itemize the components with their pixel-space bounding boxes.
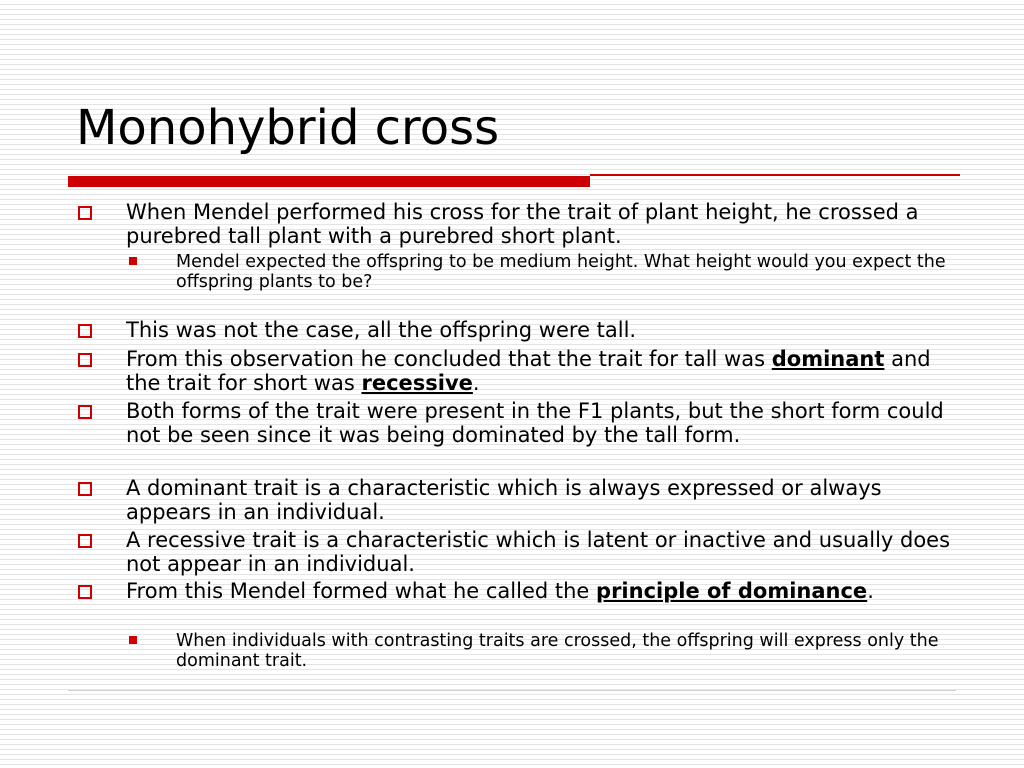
bullet-item-4 bbox=[126, 399, 956, 447]
bullet-text-after: . bbox=[867, 579, 874, 603]
bullet-text: When Mendel performed his cross for the trait of plant height, he crossed a purebred tall plant with a purebred short plant. bbox=[126, 200, 919, 248]
filled-square-bullet-icon bbox=[129, 636, 137, 644]
bullet-text-middle: and the trait for short was bbox=[126, 347, 931, 395]
bullet-text: A recessive trait is a characteristic which is latent or inactive and usually does not appear in an individual. bbox=[126, 528, 951, 576]
subbullet-text: Mendel expected the offspring to be medium height. What height would you expect the offspring plants to be? bbox=[176, 252, 946, 292]
title-rule-thick-segment bbox=[68, 176, 590, 187]
bullet-text: Both forms of the trait were present in the F1 plants, but the short form could not be seen since it was being dominated by the tall form. bbox=[126, 399, 944, 447]
bullet-item-6 bbox=[126, 528, 956, 576]
bullet-item-1 bbox=[126, 200, 956, 248]
bullet-text-before: From this Mendel formed what he called the bbox=[126, 579, 590, 603]
term-principle-of-dominance: principle of dominance bbox=[596, 579, 868, 603]
subbullet-text: When individuals with contrasting traits are crossed, the offspring will express only the dominant trait. bbox=[176, 631, 939, 671]
slide-title: Monohybrid cross bbox=[76, 100, 500, 156]
filled-square-bullet-icon bbox=[129, 257, 137, 265]
hollow-square-bullet-icon bbox=[78, 206, 92, 220]
title-rule-thin-segment bbox=[590, 174, 960, 176]
hollow-square-bullet-icon bbox=[78, 353, 92, 367]
hollow-square-bullet-icon bbox=[78, 324, 92, 338]
term-recessive: recessive bbox=[361, 371, 473, 395]
bullet-item-5 bbox=[126, 476, 956, 524]
hollow-square-bullet-icon bbox=[78, 585, 92, 599]
footer-divider bbox=[68, 690, 956, 691]
bullet-text: A dominant trait is a characteristic which is always expressed or always appears in an individual. bbox=[126, 476, 882, 524]
bullet-text-before: From this observation he concluded that the trait for tall was bbox=[126, 347, 766, 371]
term-dominant: dominant bbox=[771, 347, 885, 371]
subbullet-item-1-1 bbox=[176, 252, 956, 292]
bullet-item-2 bbox=[126, 318, 956, 342]
subbullet-item-7-1 bbox=[176, 631, 956, 671]
title-underline-rule bbox=[68, 174, 960, 188]
hollow-square-bullet-icon bbox=[78, 534, 92, 548]
hollow-square-bullet-icon bbox=[78, 405, 92, 419]
bullet-text-after: . bbox=[472, 371, 480, 395]
hollow-square-bullet-icon bbox=[78, 482, 92, 496]
bullet-text: This was not the case, all the offspring were tall. bbox=[126, 318, 637, 342]
bullet-item-3 bbox=[126, 347, 956, 395]
bullet-item-7 bbox=[126, 579, 956, 603]
